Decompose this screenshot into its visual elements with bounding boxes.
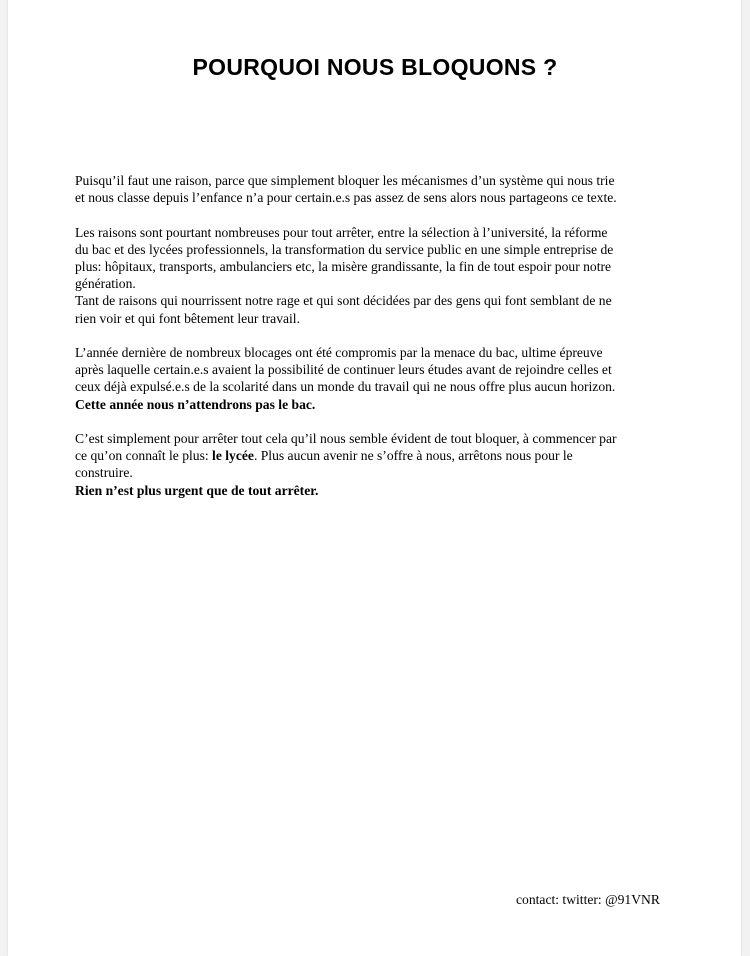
paragraph-2-line: Les raisons sont pourtant nombreuses pour tout arrêter, entre la sélection à l’université, la réforme: [75, 224, 608, 240]
paragraph-4-bold-text: le lycée: [212, 448, 254, 464]
paragraph-2: [75, 224, 675, 327]
paragraph-4-bold-line: Rien n’est plus urgent que de tout arrêter.: [75, 482, 319, 498]
paragraph-4-line: construire.: [75, 465, 133, 481]
paragraph-4-text: ce qu’on connaît le plus:: [75, 448, 213, 464]
paragraph-2-line: du bac et des lycées professionnels, la transformation du service public en une simple entreprise de: [75, 241, 614, 257]
paragraph-1-line: et nous classe depuis l’enfance n’a pour certain.e.s pas assez de sens alors nous partageons ce texte.: [75, 190, 617, 206]
paragraph-4-text: . Plus aucun avenir ne s’offre à nous, arrêtons nous pour le: [253, 448, 573, 464]
paragraph-2-line: plus: hôpitaux, transports, ambulanciers etc, la misère grandissante, la fin de tout espoir pour notre: [75, 259, 612, 274]
contact-info: contact: twitter: @91VNR: [516, 892, 660, 907]
paragraph-3-line: L’année dernière de nombreux blocages ont été compromis par la menace du bac, ultime épreuve: [75, 345, 603, 360]
document-title: POURQUOI NOUS BLOQUONS ?: [192, 54, 558, 80]
paragraph-2-line: Tant de raisons qui nourrissent notre rage et qui sont décidées par des gens qui font semblant de ne: [75, 293, 612, 309]
paragraph-4-line: C’est simplement pour arrêter tout cela qu’il nous semble évident de tout bloquer, à commencer par: [75, 431, 617, 446]
paragraph-1-line: Puisqu’il faut une raison, parce que simplement bloquer les mécanismes d’un système qui nous trie: [75, 173, 615, 188]
paragraph-3-line: après laquelle certain.e.s avaient la possibilité de continuer leurs études avant de rejoindre celles et: [75, 362, 612, 378]
paragraph-2-line: rien voir et qui font bêtement leur travail.: [75, 310, 300, 326]
document-body: [75, 172, 675, 516]
paragraph-3-line: ceux déjà expulsé.e.s de la scolarité dans un monde du travail qui ne nous offre plus aucun horizon.: [75, 379, 616, 395]
paragraph-2-line: génération.: [75, 276, 136, 292]
paragraph-3-bold-line: Cette année nous n’attendrons pas le bac.: [75, 396, 316, 412]
paragraph-4-line: [75, 447, 675, 464]
paragraph-4: [75, 430, 675, 499]
paragraph-3: [75, 344, 675, 413]
paragraph-1: [75, 172, 675, 206]
